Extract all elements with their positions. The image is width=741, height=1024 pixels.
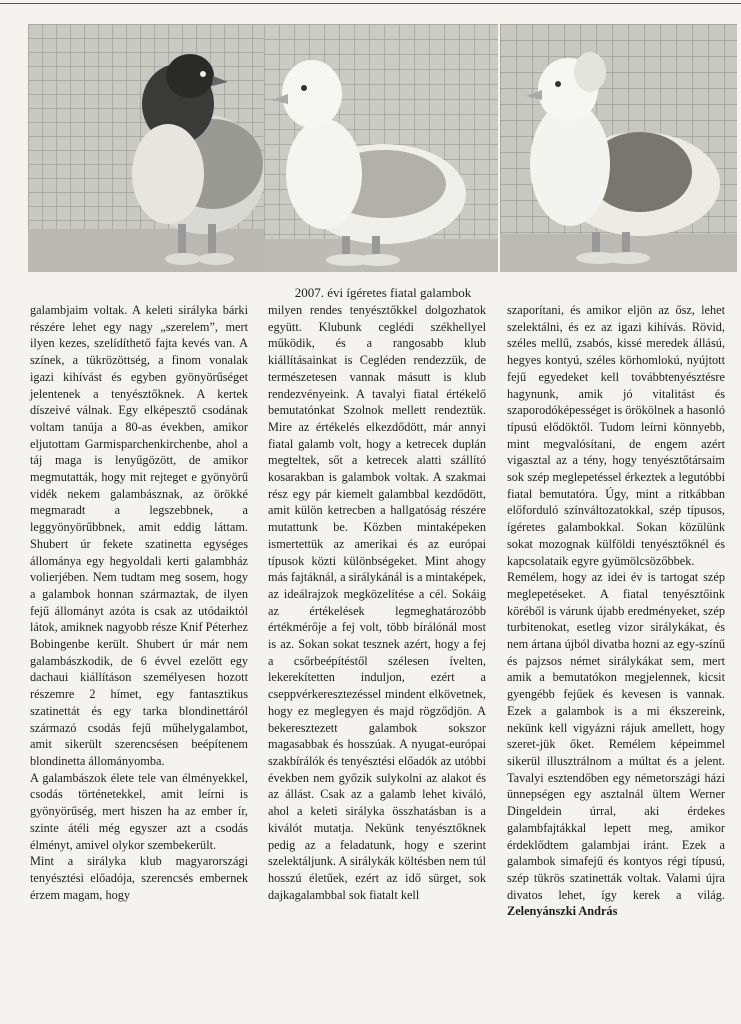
pigeon-photo-2 xyxy=(264,24,498,272)
article-column-3 xyxy=(507,302,725,920)
pigeon-photo-icon xyxy=(264,24,498,272)
article-column-2 xyxy=(268,302,486,903)
top-rule xyxy=(0,3,741,4)
paragraph: Mint a sirályka klub magyarországi tenyésztési előadója, szerencsés embernek érzem magam, hogy xyxy=(30,854,248,902)
article-column-1 xyxy=(30,302,248,903)
paragraph: A galambászok élete tele van élményekkel, csodás történetekkel, amit leírni is gyönyörűség, mert hiszen ha az ember ír, szinte átéli még egyszer azt a csodás élményt, amivel olykor szembekerült. xyxy=(30,770,248,852)
pigeon-photo-1 xyxy=(28,24,264,272)
paragraph: Remélem, hogy az idei év is tartogat szép meglepetéseket. A fiatal tenyésztőink köréből is várunk újabb eredményeket, szép turbitenokat, esetleg vizor sirálykákat, és nem ártana újból divatba hozni az egy-színű és pajzsos német sirálykákat sem, mert amik a bemutatókon megjelennek, kicsit gyengébb fejűek és kevesen is vannak. Ezek a galambok is a mi ékszereink, nekünk kell vigyázni rájuk amellett, hogy szeret-jük őket. Remélem képeimmel sikerül illusztrálnom a múltat és a jelent. Tavalyi esztendőben egy németországi házi ünnepségen egy asztalnál ültem Werner Dingeldein úrral, aki érdekes galambfajtákkal lepett meg, amikor érdeklődtem galambjai iránt. Ezek a galambok simafejű és kontyos régi típusú, szép tükrös szatinetták voltak. Valami újra divatos lehet, így kerek a világ. xyxy=(507,570,725,902)
photo-caption: 2007. évi ígéretes fiatal galambok xyxy=(294,285,472,300)
paragraph-with-signature xyxy=(507,569,725,920)
paragraph: galambjaim voltak. A keleti sirályka bárki részére lehet egy nagy „szerelem”, mert ilyen kezes, szelídíthető fajta kevés van. A színek, a tükrözöttség, a finom vonalak igazi kihívást és egyben gyönyörűséget jelentenek a tenyésztőknek. A kertek díszeivé válnak. Egy elképesztő csodának voltam tanúja a 80-as években, amikor eljutottam Garmisparchenkirchenbe, ahol a táj maga is lenyűgözött, de amikor megmutatták, hogy mit rejteget e gyönyörű vidék nekem galambásznak, az örökké megmaradt a legszebbnek, a leggyönyörűbbnek, amit eddig láttam. Shubert úr fekete szatinetta egységes állománya egy hegyoldali kerti galambház volierjében. Nem tudtam meg sosem, hogy a galambok honnan származtak, de ilyen fejű állományt azóta is csak az utódaiktól látok, amiknek nagyobb része Knif Péterhez Bobingenbe került. Shubert úr már nem galambászkodik, de 6 évvel ezelőtt egy dachaui kiállításon személyesen hozott részemre 2 hímet, egy fantasztikus szatinettát és egy tarka blondinettáról származó csodás fejű műhelygalambot, amit sikerült szerencsésen beépítenem blondinetta állományomba. xyxy=(30,303,248,768)
pigeon-photo-3 xyxy=(500,24,737,272)
author-signature: Zelenyánszki András xyxy=(507,904,618,919)
pigeon-photo-icon xyxy=(28,24,264,272)
paragraph: szaporítani, és amikor eljön az ősz, lehet szelektálni, és ez az igazi kihívás. Rövid, széles mellű, zsabós, kissé meredek állású, hegyes kontyú, széles körhomlokú, nyújtott fejű egyedeket kell továbbtenyésztésre hagynunk, amik jó vitalitást és szaporodóképességet is örökölnek a hasonló típusú elődöktől. Tudom leírni könnyebb, mint megvalósítani, de engem azért vigasztal az a tény, hogy tenyésztőtársaim sok szép meglepetéssel érkeztek a legutóbbi fiatal bemutatóra. Úgy, mint a ritkábban előforduló színváltozatokkal, szép típusos, ígéretes galambokkal. Sokan közülünk sokat mozognak külföldi tenyésztőknél és kapcsolataik egyre gyümölcsözőbbek. xyxy=(507,303,725,568)
pigeon-photo-icon xyxy=(500,24,737,272)
paragraph: milyen rendes tenyésztőkkel dolgozhatok együtt. Klubunk ceglédi székhellyel működik, és a rangosabb klub kiállításainkat is Cegléden rendezzük, de természetesen vannak másutt is klub rendezvényeink. A tavalyi fiatal értékelő bemutatónkat Szolnok mellett rendeztük. Mire az értékelés elkezdődött, már annyi fiatal galamb volt, hogy a ketrecek duplán megteltek, sőt a ketrecek alatti szállító kosarakban is galambok voltak. A szakmai rész egy pár kiemelt galambbal kezdődött, amit külön ketrecben a hallgatóság részére mutattunk be. Közben mintaképeken ismertettük az amerikai és az európai típusok közti különbségeket. Mint ahogy más fajtáknál, a sirálykánál is a mintaképek, az ideálrajzok megközelítése a cél. Sokáig az értékelések legmeghatározóbb értékmérője a fej volt, több bírálónál most is az. Sokan sokat tesznek azért, hogy a fej a csőrbeépítéstől szélesen ívelten, lekerekítetten induljon, ezért a cseppvérkeresztezéssel mindent elkövetnek, hogy ez meglegyen és majd rögződjön. A bekeresztezett galambok sokszor magasabbak és hosszúak. A nyugat-európai szakbírálók és tenyésztési előadók az utóbbi években nem győzik sulykolni az alakot és az állást. Csak az a galamb lehet kiváló, ahol a keleti sirályka összhatásban is a kiválót mutatja. Nekünk tenyésztőknek pedig az a feladatunk, hogy e szerint szelektáljunk. A sirálykák költésben nem túl hosszú életűek, ezért az idő sürget, sok dajkagalambbal sok fiatalt kell xyxy=(268,303,486,902)
